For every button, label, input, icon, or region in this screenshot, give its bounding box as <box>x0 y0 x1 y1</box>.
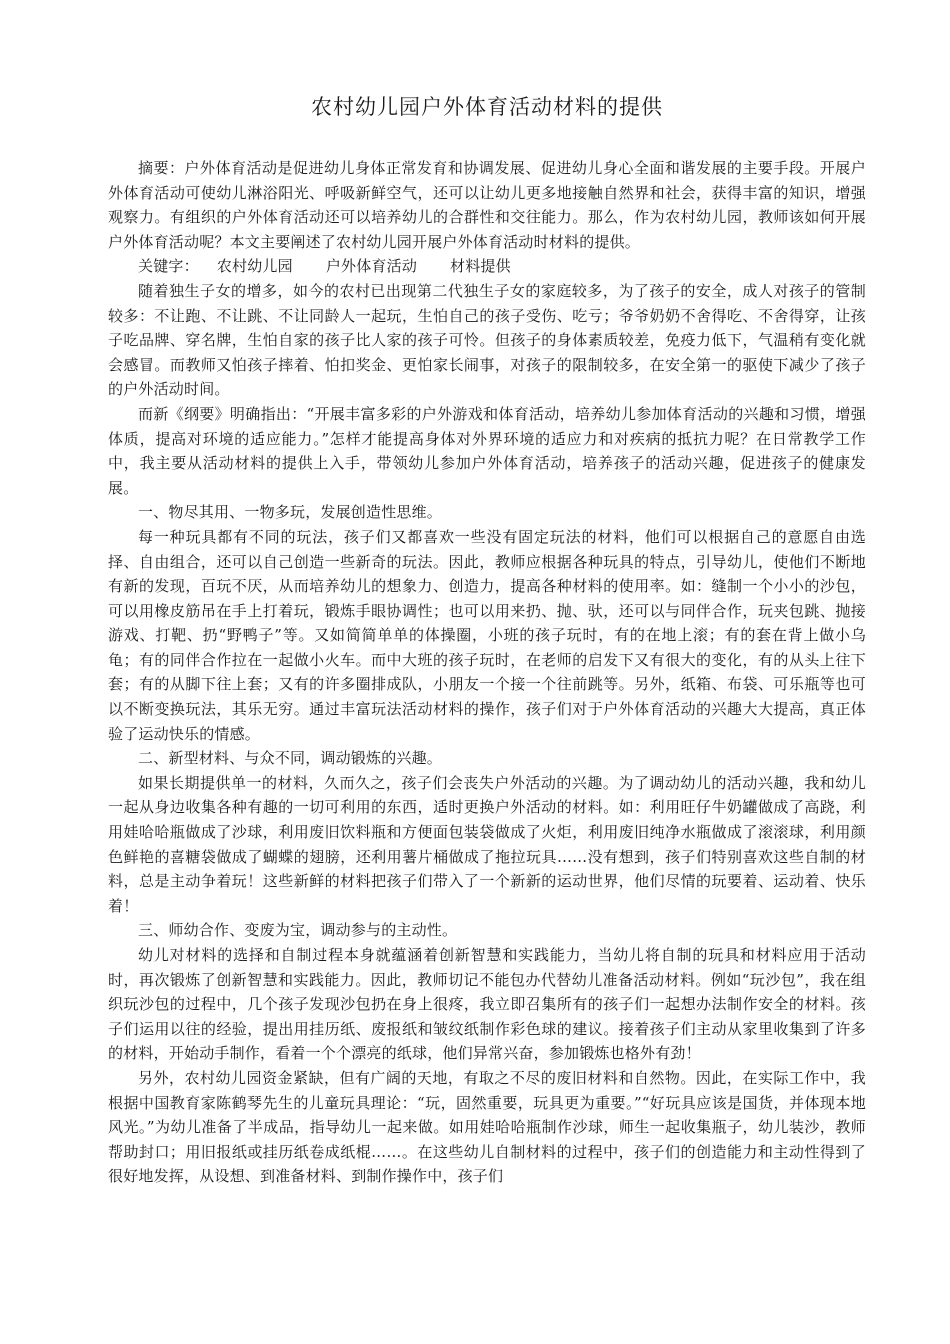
section-heading: 三、师幼合作、变废为宝，调动参与的主动性。 <box>138 921 458 940</box>
document-page <box>108 92 866 1189</box>
keywords-line <box>108 254 866 279</box>
keyword-item: 户外体育活动 <box>325 257 418 276</box>
body-paragraph: 随着独生子女的增多，如今的农村已出现第二代独生子女的家庭较多，为了孩子的安全，成人对孩子的管制较多：不让跑、不让跳、不让同龄人一起玩，生怕自己的孩子受伤、吃亏；爷爷奶奶不舍得吃、不舍得穿，让孩子吃品牌、穿名牌，生怕自家的孩子比人家的孩子可怜。但孩子的身体素质较差，免疫力低下，气温稍有变化就会感冒。而教师又怕孩子摔着、怕扣奖金、更怕家长闹事，对孩子的限制较多，在安全第一的驱使下减少了孩子的户外活动时间。 <box>108 281 866 399</box>
document-title: 农村幼儿园户外体育活动材料的提供 <box>311 95 663 119</box>
keyword-item: 材料提供 <box>450 257 511 276</box>
section-heading: 二、新型材料、与众不同，调动锻炼的兴趣。 <box>138 749 443 768</box>
abstract-paragraph: 摘要：户外体育活动是促进幼儿身体正常发育和协调发展、促进幼儿身心全面和谐发展的主要手段。开展户外体育活动可使幼儿淋浴阳光、呼吸新鲜空气，还可以让幼儿更多地接触自然界和社会，获得丰富的知识，增强观察力。有组织的户外体育活动还可以培养幼儿的合群性和交往能力。那么，作为农村幼儿园，教师该如何开展户外体育活动呢？本文主要阐述了农村幼儿园开展户外体育活动时材料的提供。 <box>108 159 866 251</box>
keyword-item: 农村幼儿园 <box>216 257 293 276</box>
body-paragraph: 每一种玩具都有不同的玩法，孩子们又都喜欢一些没有固定玩法的材料，他们可以根据自己的意愿自由选择、自由组合，还可以自己创造一些新奇的玩法。因此，教师应根据各种玩具的特点，引导幼儿，使他们不断地有新的发现，百玩不厌，从而培养幼儿的想象力、创造力，提高各种材料的使用率。如：缝制一个小小的沙包，可以用橡皮筋吊在手上打着玩，锻炼手眼协调性；也可以用来扔、抛、驮，还可以与同伴合作，玩夹包跳、抛接游戏、打靶、扔“野鸭子”等。又如简简单单的体操圈，小班的孩子玩时，有的在地上滚；有的套在背上做小乌龟；有的同伴合作拉在一起做小火车。而中大班的孩子玩时，在老师的启发下又有很大的变化，有的从头上往下套；有的从脚下往上套；又有的许多圈排成队，小朋友一个接一个往前跳等。另外，纸箱、布袋、可乐瓶等也可以不断变换玩法，其乐无穷。通过丰富玩法活动材料的操作，孩子们对于户外体育活动的兴趣大大提高，真正体验了运动快乐的情感。 <box>108 527 866 743</box>
section-heading: 一、物尽其用、一物多玩，发展创造性思维。 <box>138 503 443 522</box>
keywords-label: 关键字： <box>138 257 199 276</box>
document-body <box>108 156 866 1189</box>
body-paragraph: 另外，农村幼儿园资金紧缺，但有广阔的天地，有取之不尽的废旧材料和自然物。因此，在实际工作中，我根据中国教育家陈鹤琴先生的儿童玩具理论：“玩，固然重要，玩具更为重要。”“好玩具应该是国货，并体现本地风光。”为幼儿准备了半成品，指导幼儿一起来做。如用娃哈哈瓶制作沙球，师生一起收集瓶子，幼儿装沙，教师帮助封口；用旧报纸或挂历纸卷成纸棍……。在这些幼儿自制材料的过程中，孩子们的创造能力和主动性得到了很好地发挥，从设想、到准备材料、到制作操作中，孩子们 <box>108 1068 866 1186</box>
body-paragraph: 而新《纲要》明确指出：“开展丰富多彩的户外游戏和体育活动，培养幼儿参加体育活动的兴趣和习惯，增强体质，提高对环境的适应能力。”怎样才能提高身体对外界环境的适应力和对疾病的抵抗力呢？在日常教学工作中，我主要从活动材料的提供上入手，带领幼儿参加户外体育活动，培养孩子的活动兴趣，促进孩子的健康发展。 <box>108 404 866 497</box>
body-paragraph: 如果长期提供单一的材料，久而久之，孩子们会丧失户外活动的兴趣。为了调动幼儿的活动兴趣，我和幼儿一起从身边收集各种有趣的一切可利用的东西，适时更换户外活动的材料。如：利用旺仔牛奶罐做成了高跷，利用娃哈哈瓶做成了沙球，利用废旧饮料瓶和方便面包装袋做成了火炬，利用废旧纯净水瓶做成了滚滚球，利用颜色鲜艳的喜糖袋做成了蝴蝶的翅膀，还利用薯片桶做成了拖拉玩具……没有想到，孩子们特别喜欢这些自制的材料，总是主动争着玩！这些新鲜的材料把孩子们带入了一个新新的运动世界，他们尽情的玩要着、运动着、快乐着！ <box>108 773 866 915</box>
body-paragraph: 幼儿对材料的选择和自制过程本身就蕴涵着创新智慧和实践能力，当幼儿将自制的玩具和材料应用于活动时，再次锻炼了创新智慧和实践能力。因此，教师切记不能包办代替幼儿准备活动材料。例如“玩沙包”，我在组织玩沙包的过程中，几个孩子发现沙包扔在身上很疼，我立即召集所有的孩子们一起想办法制作安全的材料。孩子们运用以往的经验，提出用挂历纸、废报纸和皱纹纸制作彩色球的建议。接着孩子们主动从家里收集到了许多的材料，开始动手制作，看着一个个漂亮的纸球，他们异常兴奋，参加锻炼也格外有劲！ <box>108 946 866 1063</box>
